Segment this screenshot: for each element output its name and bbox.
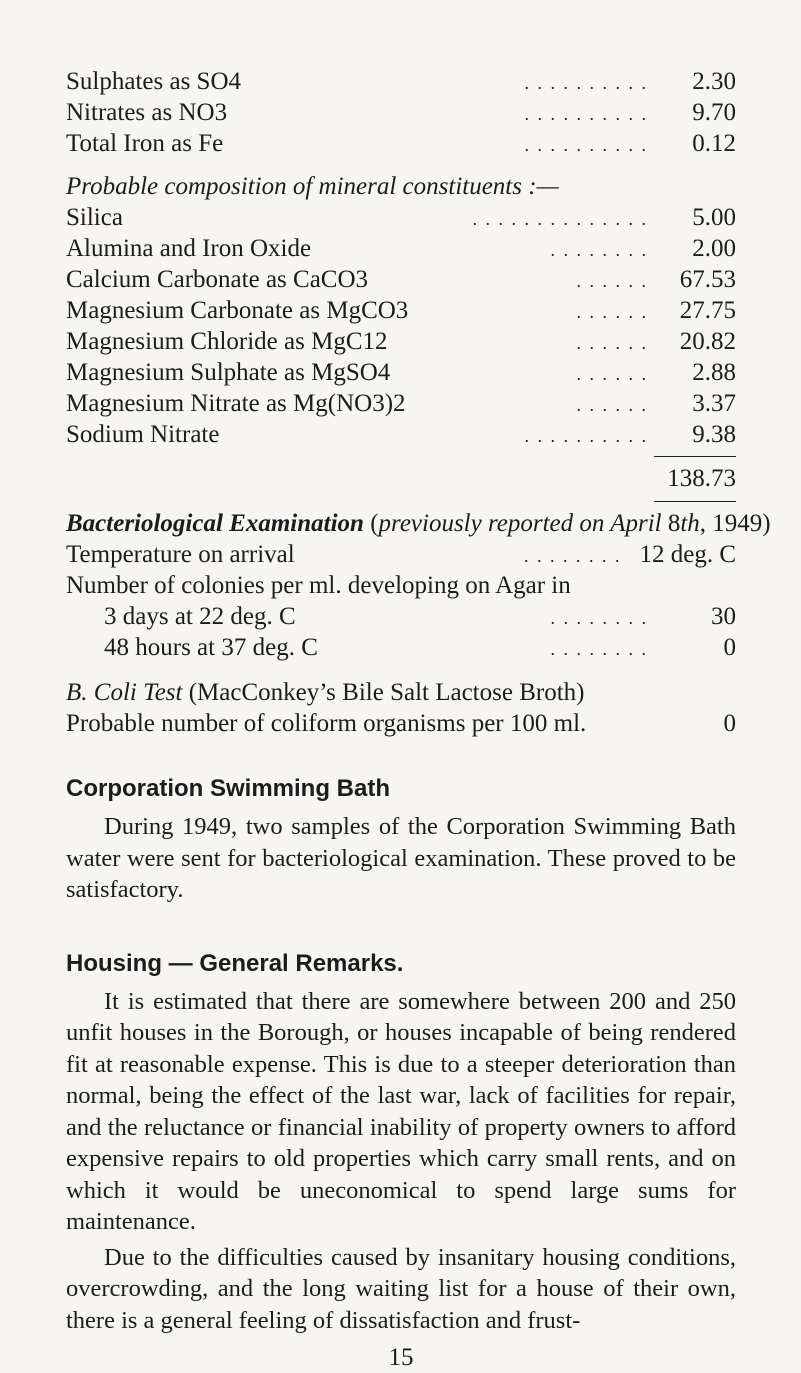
document-page	[66, 66, 771, 1373]
coliform-value: 0	[723, 710, 736, 737]
composition-row	[66, 264, 736, 295]
colony-rows	[66, 601, 736, 663]
analysis-row-dots: . . . . . . . . . .	[524, 104, 648, 124]
housing-paragraph-2: Due to the difficulties caused by insanitary housing conditions, overcrowding, and the long waiting list for a house of their own, there is a general feeling of dissatisfaction and frust-	[66, 1243, 736, 1334]
analysis-row	[66, 97, 736, 128]
composition-row-value: 2.00	[692, 235, 736, 262]
composition-row	[66, 419, 736, 450]
housing-heading: Housing — General Remarks.	[66, 949, 404, 977]
composition-row-label: Magnesium Sulphate as MgSO4	[66, 359, 391, 386]
bacti-title-th: th	[680, 510, 700, 537]
composition-row-value: 27.75	[679, 297, 736, 324]
analysis-row	[66, 66, 736, 97]
temperature-row	[66, 539, 736, 570]
analysis-row-value: 9.70	[692, 99, 736, 126]
composition-total: 138.73	[667, 465, 736, 492]
coliform-label: Probable number of coliform organisms per 100 ml.	[66, 710, 587, 737]
temperature-dots: . . . . . . . .	[523, 546, 622, 566]
composition-row-label: Calcium Carbonate as CaCO3	[66, 266, 369, 293]
coli-test-rest: (MacConkey’s Bile Salt Lactose Broth)	[182, 679, 585, 706]
bacteriological-heading	[66, 508, 771, 539]
composition-row-dots: . . . . . . . . . .	[524, 426, 648, 446]
analysis-row	[66, 128, 736, 159]
bacti-title-reported: previously reported on April	[378, 510, 662, 537]
composition-row-label: Sodium Nitrate	[66, 421, 220, 448]
composition-row-dots: . . . . . .	[576, 364, 648, 384]
composition-row-dots: . . . . . .	[576, 395, 648, 415]
bacti-title-year: , 1949)	[699, 510, 771, 537]
swimming-heading: Corporation Swimming Bath	[66, 775, 390, 802]
page-number: 15	[388, 1344, 414, 1371]
colony-row-dots: . . . . . . . .	[550, 639, 648, 659]
composition-row	[66, 357, 736, 388]
swimming-paragraph: During 1949, two samples of the Corporation Swimming Bath water were sent for bacteriological examination. These proved to be satisfactory.	[66, 813, 736, 903]
colony-row-label: 48 hours at 37 deg. C	[104, 634, 318, 661]
bacti-title-paren: (	[363, 510, 379, 537]
colony-row-label: 3 days at 22 deg. C	[104, 603, 296, 630]
composition-row	[66, 388, 736, 419]
composition-row-dots: . . . . . .	[576, 333, 648, 353]
coli-test-italic: B. Coli Test	[66, 679, 183, 706]
colony-row-value: 0	[723, 634, 736, 661]
composition-row	[66, 233, 736, 264]
temperature-value: 12 deg. C	[639, 541, 736, 568]
analysis-table	[66, 66, 736, 159]
composition-row-value: 20.82	[679, 328, 736, 355]
composition-row-label: Magnesium Nitrate as Mg(NO3)2	[66, 390, 406, 417]
composition-row-value: 2.88	[692, 359, 736, 386]
composition-row-dots: . . . . . . . .	[550, 240, 648, 260]
composition-row-value: 9.38	[692, 421, 736, 448]
composition-row-value: 5.00	[692, 204, 736, 231]
composition-row	[66, 326, 736, 357]
housing-paragraph-1: It is estimated that there are somewhere between 200 and 250 unfit houses in the Borough, or houses incapable of being rendered fit at reasonable expense. This is due to a steeper deterioration than normal, being the effect of the last war, lack of facilities for repair, and the reluctance or financial inability of property owners to afford expensive repairs to old properties which carry small rents, and on which it would be uneconomical to spend large sums for maintenance.	[66, 987, 736, 1235]
analysis-row-dots: . . . . . . . . . .	[524, 135, 648, 155]
coliform-row	[66, 708, 736, 739]
composition-row-label: Magnesium Carbonate as MgCO3	[66, 297, 409, 324]
total-rule-bottom	[654, 501, 736, 502]
analysis-row-label: Sulphates as SO4	[66, 68, 241, 95]
colony-row	[66, 601, 736, 632]
bacti-title-main: Bacteriological Examination	[66, 510, 364, 537]
temperature-label: Temperature on arrival	[66, 541, 295, 568]
composition-row-label: Alumina and Iron Oxide	[66, 235, 312, 262]
composition-row-label: Silica	[66, 204, 123, 231]
colonies-row	[66, 570, 736, 601]
composition-row	[66, 202, 736, 233]
composition-row-dots: . . . . . .	[576, 302, 648, 322]
analysis-row-label: Nitrates as NO3	[66, 99, 228, 126]
composition-row-label: Magnesium Chloride as MgC12	[66, 328, 388, 355]
composition-row-dots: . . . . . . . . . . . . . .	[472, 209, 648, 229]
analysis-row-value: 0.12	[692, 130, 736, 157]
colony-row	[66, 632, 736, 663]
composition-table	[66, 202, 736, 450]
colonies-label: Number of colonies per ml. developing on Agar in	[66, 572, 571, 599]
composition-row-value: 67.53	[679, 266, 736, 293]
composition-row	[66, 295, 736, 326]
composition-row-dots: . . . . . .	[576, 271, 648, 291]
coli-test-label	[66, 677, 584, 708]
analysis-row-dots: . . . . . . . . . .	[524, 73, 648, 93]
composition-heading: Probable composition of mineral constituents :—	[66, 173, 559, 200]
bacti-title-day: 8	[661, 510, 681, 537]
colony-row-value: 30	[711, 603, 736, 630]
colony-row-dots: . . . . . . . .	[550, 608, 648, 628]
analysis-row-value: 2.30	[692, 68, 736, 95]
composition-row-value: 3.37	[692, 390, 736, 417]
coli-test-row	[66, 677, 736, 708]
analysis-row-label: Total Iron as Fe	[66, 130, 224, 157]
